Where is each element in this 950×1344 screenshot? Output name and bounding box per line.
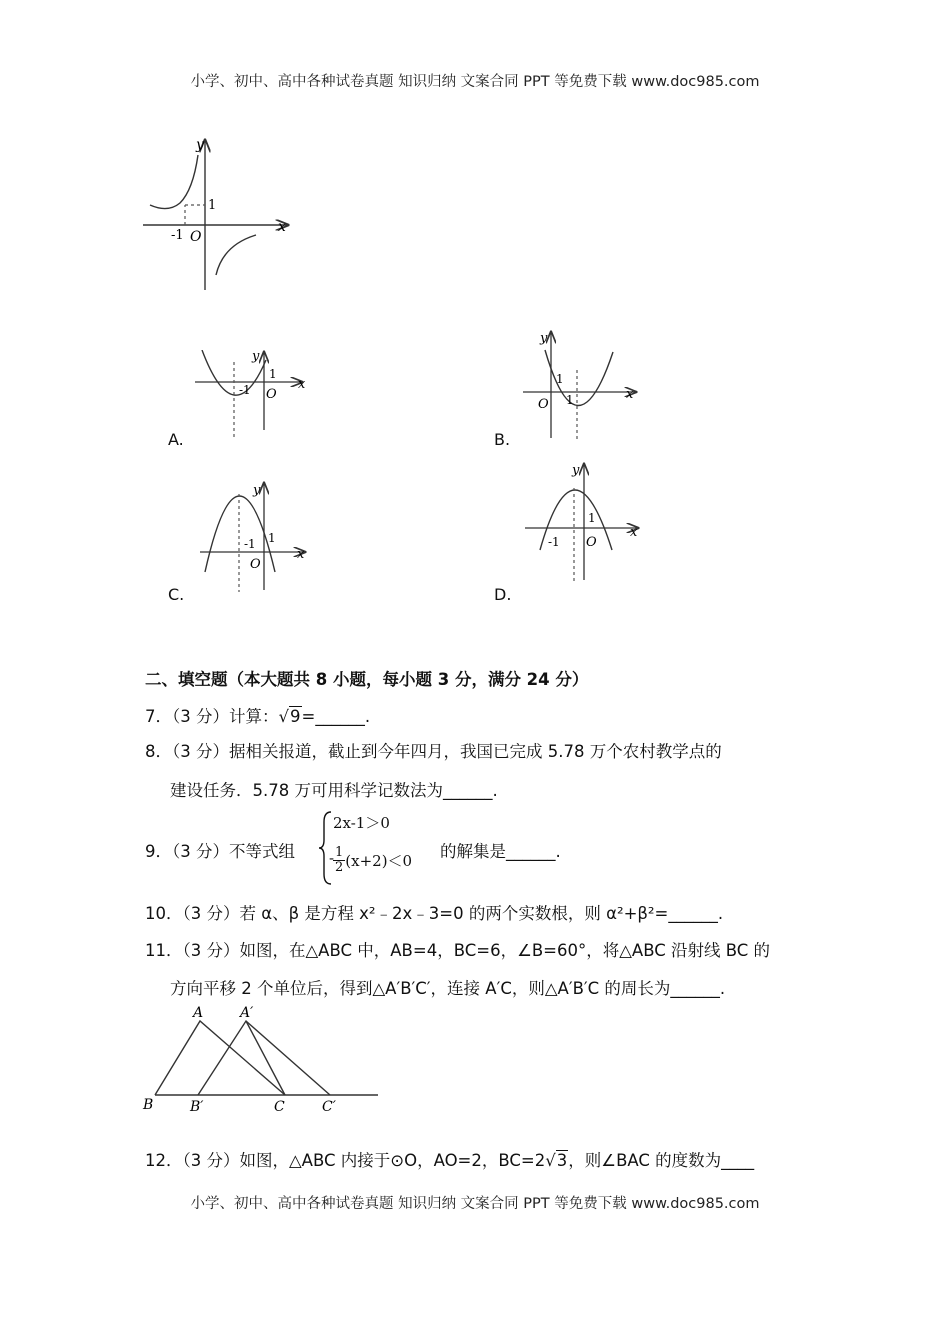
figure-option-b (518, 330, 643, 445)
svg-text:1: 1 (268, 531, 276, 545)
figure-triangles (140, 1003, 385, 1118)
question-8-line1: 8．（3 分）据相关报道，截止到今年四月，我国已完成 5.78 万个农村教学点的 (145, 742, 722, 761)
sqrt-symbol-2: √3 (545, 1151, 568, 1170)
label-y: y (196, 137, 204, 153)
figure-main-graph (138, 135, 298, 295)
curve-left (150, 155, 198, 209)
svg-text:1: 1 (556, 372, 564, 386)
svg-text:x: x (297, 547, 305, 562)
figure-option-c (195, 480, 315, 592)
fraction: $\frac{1}{2}$ (335, 845, 344, 875)
question-12: 12．（3 分）如图，△ABC 内接于⊙O，AO=2，BC=2√3，则∠BAC 的度数为____ (145, 1151, 755, 1170)
svg-text:1: 1 (269, 367, 277, 381)
label-x: x (278, 219, 286, 235)
label-origin: O (190, 229, 202, 245)
sqrt-symbol: √9 (278, 707, 301, 726)
svg-text:-1: -1 (239, 383, 251, 397)
svg-text:O: O (538, 397, 549, 412)
option-d-label[interactable]: D. (494, 585, 512, 604)
svg-text:O: O (586, 535, 597, 550)
question-11-line1: 11．（3 分）如图，在△ABC 中，AB=4，BC=6，∠B=60°，将△ABC 沿射线 BC 的 (145, 941, 771, 960)
svg-text:x: x (298, 377, 306, 392)
curve-right (216, 235, 256, 275)
question-11-line2: 方向平移 2 个单位后，得到△A′B′C′，连接 A′C，则△A′B′C 的周长为______. (170, 979, 726, 998)
label-neg1: -1 (171, 228, 184, 243)
question-9-suffix: 的解集是______. (440, 842, 561, 861)
figure-option-a (190, 350, 315, 445)
svg-text:-1: -1 (244, 537, 256, 551)
svg-text:B: B (143, 1097, 154, 1113)
svg-text:y: y (572, 463, 580, 478)
segment-a2c (246, 1021, 285, 1095)
question-10: 10．（3 分）若 α、β 是方程 x²﹣2x﹣3=0 的两个实数根，则 α²+β²=______. (145, 904, 724, 923)
svg-text:O: O (250, 557, 261, 572)
page-footer: 小学、初中、高中各种试卷真题 知识归纳 文案合同 PPT 等免费下载 www.doc985.com (190, 1196, 760, 1212)
triangle-a2b2c2 (198, 1021, 330, 1095)
brace-icon (318, 810, 334, 886)
svg-text:y: y (252, 350, 260, 364)
svg-text:y: y (253, 483, 261, 498)
svg-text:1: 1 (566, 393, 574, 407)
option-c-label[interactable]: C. (168, 585, 185, 604)
label-one: 1 (208, 198, 217, 213)
figure-option-d (520, 460, 645, 585)
question-9-prefix: 9．（3 分）不等式组 (145, 842, 295, 861)
option-b-label[interactable]: B. (494, 430, 511, 449)
svg-text:1: 1 (588, 511, 596, 525)
question-8-line2: 建设任务．5.78 万可用科学记数法为______. (170, 781, 498, 800)
svg-text:-1: -1 (548, 535, 560, 549)
svg-text:x: x (626, 387, 634, 402)
question-7: 7．（3 分）计算：√9=______. (145, 707, 371, 726)
svg-text:y: y (540, 331, 548, 346)
svg-text:x: x (630, 525, 638, 540)
inequality-1: 2x-1＞0 (333, 814, 390, 832)
svg-text:A: A (193, 1005, 204, 1021)
svg-text:A′: A′ (240, 1005, 254, 1021)
svg-text:B′: B′ (190, 1099, 204, 1115)
svg-text:O: O (266, 387, 277, 402)
inequality-2: $\frac{1}{2}$ - (x+2)＜0 (329, 845, 413, 875)
section-title: 二、填空题（本大题共 8 小题，每小题 3 分，满分 24 分） (145, 670, 589, 689)
svg-text:C′: C′ (322, 1099, 336, 1115)
page-header: 小学、初中、高中各种试卷真题 知识归纳 文案合同 PPT 等免费下载 www.doc985.com (190, 74, 760, 90)
option-a-label[interactable]: A. (168, 430, 184, 449)
svg-text:C: C (274, 1099, 285, 1115)
